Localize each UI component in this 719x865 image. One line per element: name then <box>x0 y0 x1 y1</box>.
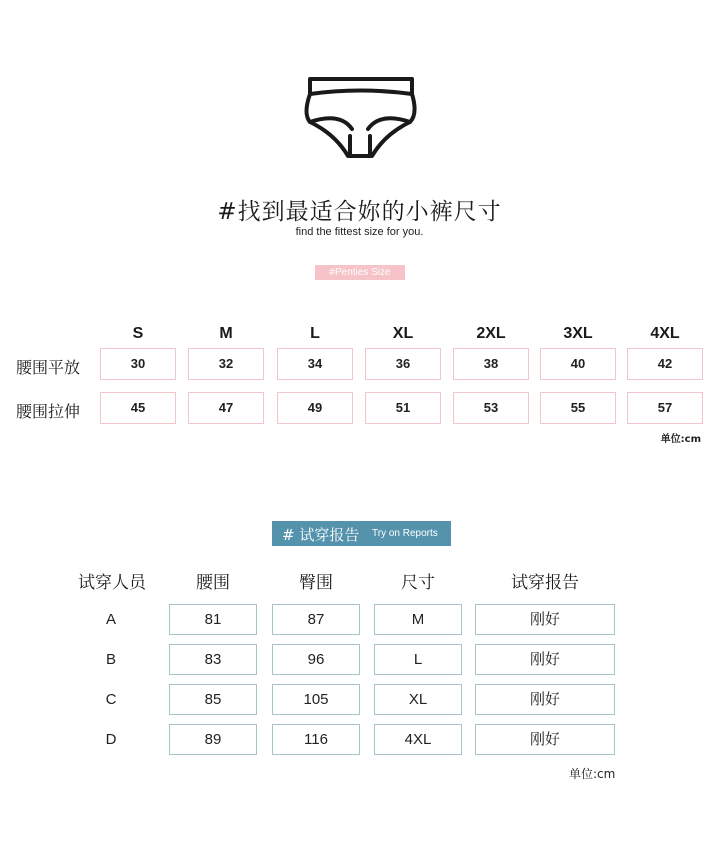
report-result-cell: 刚好 <box>475 724 615 755</box>
report-hip-cell: 116 <box>272 724 360 755</box>
report-header: 腰围 <box>196 573 230 593</box>
report-section-badge <box>272 521 451 546</box>
report-header: 尺寸 <box>401 573 435 593</box>
size-cell: 36 <box>365 348 441 380</box>
report-person: D <box>105 731 117 748</box>
size-cell: 30 <box>100 348 176 380</box>
size-header: 4XL <box>650 325 680 342</box>
size-cell: 57 <box>627 392 703 424</box>
report-result-cell: 刚好 <box>475 644 615 675</box>
report-size-cell: L <box>374 644 462 675</box>
report-result-cell: 刚好 <box>475 684 615 715</box>
report-hip-cell: 105 <box>272 684 360 715</box>
row-label-waist-flat: 腰围平放 <box>16 358 81 377</box>
report-waist-cell: 81 <box>169 604 257 635</box>
size-cell: 45 <box>100 392 176 424</box>
report-hip-cell: 87 <box>272 604 360 635</box>
report-person: B <box>105 651 116 668</box>
size-header: XL <box>392 325 414 342</box>
size-header: S <box>132 325 144 342</box>
report-waist-cell: 83 <box>169 644 257 675</box>
size-cell: 34 <box>277 348 353 380</box>
size-header: M <box>219 325 233 342</box>
size-header: L <box>310 325 320 342</box>
size-cell: 32 <box>188 348 264 380</box>
size-cell: 40 <box>540 348 616 380</box>
underwear-icon <box>300 74 420 164</box>
size-unit-label: 单位:cm <box>660 434 701 445</box>
report-badge-subtitle: Try on Reports <box>372 528 438 539</box>
report-result-cell: 刚好 <box>475 604 615 635</box>
page-subtitle: find the fittest size for you. <box>295 226 424 238</box>
size-section-badge: #Penties Size <box>315 265 405 280</box>
report-header: 试穿人员 <box>78 573 146 593</box>
report-waist-cell: 89 <box>169 724 257 755</box>
report-hip-cell: 96 <box>272 644 360 675</box>
size-cell: 49 <box>277 392 353 424</box>
report-header: 试穿报告 <box>511 573 579 593</box>
size-cell: 55 <box>540 392 616 424</box>
size-cell: 51 <box>365 392 441 424</box>
report-size-cell: 4XL <box>374 724 462 755</box>
report-person: A <box>105 611 116 628</box>
report-waist-cell: 85 <box>169 684 257 715</box>
report-badge-title: # 试穿报告 <box>282 526 360 544</box>
size-cell: 42 <box>627 348 703 380</box>
report-unit-label: 单位:cm <box>569 767 616 781</box>
report-person: C <box>105 691 117 708</box>
report-size-cell: XL <box>374 684 462 715</box>
size-cell: 38 <box>453 348 529 380</box>
size-header: 3XL <box>563 325 593 342</box>
row-label-waist-stretch: 腰围拉伸 <box>16 402 81 421</box>
size-cell: 53 <box>453 392 529 424</box>
report-header: 臀围 <box>299 573 333 593</box>
report-size-cell: M <box>374 604 462 635</box>
size-cell: 47 <box>188 392 264 424</box>
size-header: 2XL <box>476 325 506 342</box>
page-title: #找到最适合妳的小裤尺寸 <box>217 199 502 225</box>
